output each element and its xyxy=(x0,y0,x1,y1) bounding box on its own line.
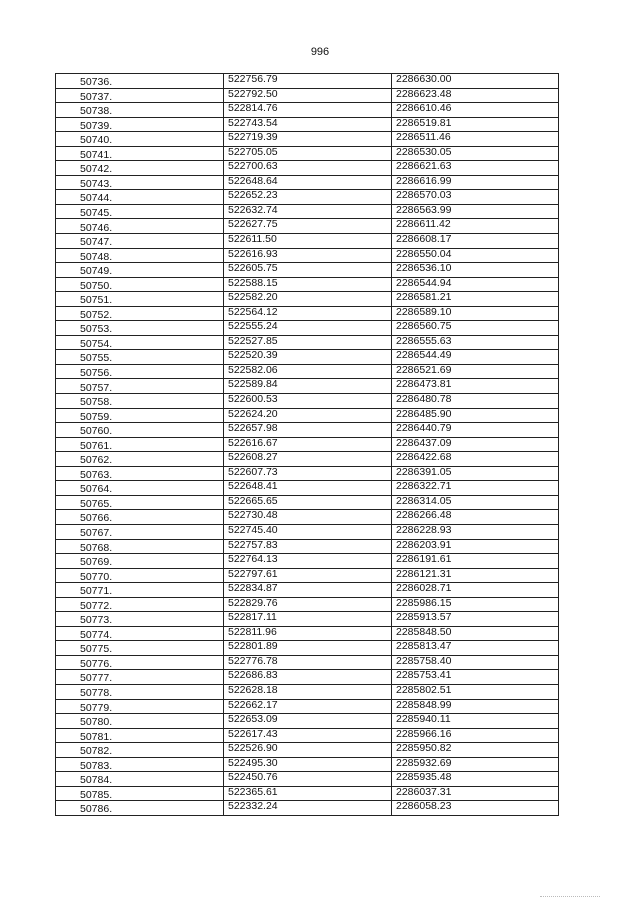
y-coordinate-cell: 2286314.05 xyxy=(392,495,559,510)
table-row xyxy=(56,423,559,438)
table-row xyxy=(56,714,559,729)
point-id-cell: 50739. xyxy=(56,117,224,132)
x-coordinate-cell: 522801.89 xyxy=(224,641,392,656)
y-coordinate-cell: 2285940.11 xyxy=(392,714,559,729)
table-row xyxy=(56,597,559,612)
x-coordinate-cell: 522745.40 xyxy=(224,524,392,539)
y-coordinate-cell: 2285932.69 xyxy=(392,757,559,772)
y-coordinate-cell: 2286536.10 xyxy=(392,263,559,278)
x-coordinate-cell: 522600.53 xyxy=(224,394,392,409)
table-row xyxy=(56,568,559,583)
y-coordinate-cell: 2286521.69 xyxy=(392,364,559,379)
x-coordinate-cell: 522829.76 xyxy=(224,597,392,612)
point-id-cell: 50744. xyxy=(56,190,224,205)
table-row xyxy=(56,292,559,307)
y-coordinate-cell: 2286485.90 xyxy=(392,408,559,423)
coordinate-table-body xyxy=(56,74,559,816)
y-coordinate-cell: 2286560.75 xyxy=(392,321,559,336)
x-coordinate-cell: 522797.61 xyxy=(224,568,392,583)
x-coordinate-cell: 522616.67 xyxy=(224,437,392,452)
x-coordinate-cell: 522450.76 xyxy=(224,772,392,787)
x-coordinate-cell: 522817.11 xyxy=(224,612,392,627)
point-id-cell: 50736. xyxy=(56,74,224,89)
y-coordinate-cell: 2286121.31 xyxy=(392,568,559,583)
x-coordinate-cell: 522648.41 xyxy=(224,481,392,496)
y-coordinate-cell: 2285966.16 xyxy=(392,728,559,743)
y-coordinate-cell: 2285753.41 xyxy=(392,670,559,685)
table-row xyxy=(56,204,559,219)
x-coordinate-cell: 522757.83 xyxy=(224,539,392,554)
table-row xyxy=(56,757,559,772)
point-id-cell: 50784. xyxy=(56,772,224,787)
point-id-cell: 50765. xyxy=(56,495,224,510)
y-coordinate-cell: 2286422.68 xyxy=(392,452,559,467)
coordinate-table xyxy=(55,73,559,816)
point-id-cell: 50773. xyxy=(56,612,224,627)
y-coordinate-cell: 2286203.91 xyxy=(392,539,559,554)
x-coordinate-cell: 522495.30 xyxy=(224,757,392,772)
table-row xyxy=(56,88,559,103)
point-id-cell: 50745. xyxy=(56,204,224,219)
table-row xyxy=(56,539,559,554)
table-row xyxy=(56,699,559,714)
y-coordinate-cell: 2286322.71 xyxy=(392,481,559,496)
point-id-cell: 50738. xyxy=(56,103,224,118)
y-coordinate-cell: 2285848.99 xyxy=(392,699,559,714)
y-coordinate-cell: 2286191.61 xyxy=(392,554,559,569)
table-row xyxy=(56,146,559,161)
point-id-cell: 50755. xyxy=(56,350,224,365)
y-coordinate-cell: 2285913.57 xyxy=(392,612,559,627)
y-coordinate-cell: 2286473.81 xyxy=(392,379,559,394)
point-id-cell: 50760. xyxy=(56,423,224,438)
table-row xyxy=(56,641,559,656)
x-coordinate-cell: 522743.54 xyxy=(224,117,392,132)
x-coordinate-cell: 522608.27 xyxy=(224,452,392,467)
x-coordinate-cell: 522811.96 xyxy=(224,626,392,641)
y-coordinate-cell: 2286570.03 xyxy=(392,190,559,205)
x-coordinate-cell: 522814.76 xyxy=(224,103,392,118)
table-row xyxy=(56,306,559,321)
x-coordinate-cell: 522332.24 xyxy=(224,801,392,816)
point-id-cell: 50782. xyxy=(56,743,224,758)
point-id-cell: 50737. xyxy=(56,88,224,103)
y-coordinate-cell: 2286266.48 xyxy=(392,510,559,525)
scan-artifact xyxy=(540,896,600,898)
point-id-cell: 50774. xyxy=(56,626,224,641)
y-coordinate-cell: 2286228.93 xyxy=(392,524,559,539)
y-coordinate-cell: 2286621.63 xyxy=(392,161,559,176)
table-row xyxy=(56,684,559,699)
x-coordinate-cell: 522653.09 xyxy=(224,714,392,729)
table-row xyxy=(56,801,559,816)
point-id-cell: 50783. xyxy=(56,757,224,772)
point-id-cell: 50764. xyxy=(56,481,224,496)
table-row xyxy=(56,554,559,569)
x-coordinate-cell: 522526.90 xyxy=(224,743,392,758)
point-id-cell: 50750. xyxy=(56,277,224,292)
y-coordinate-cell: 2286616.99 xyxy=(392,175,559,190)
table-row xyxy=(56,670,559,685)
x-coordinate-cell: 522662.17 xyxy=(224,699,392,714)
y-coordinate-cell: 2285848.50 xyxy=(392,626,559,641)
point-id-cell: 50748. xyxy=(56,248,224,263)
x-coordinate-cell: 522834.87 xyxy=(224,583,392,598)
table-row xyxy=(56,248,559,263)
table-row xyxy=(56,728,559,743)
x-coordinate-cell: 522616.93 xyxy=(224,248,392,263)
point-id-cell: 50763. xyxy=(56,466,224,481)
y-coordinate-cell: 2286480.78 xyxy=(392,394,559,409)
x-coordinate-cell: 522627.75 xyxy=(224,219,392,234)
point-id-cell: 50743. xyxy=(56,175,224,190)
point-id-cell: 50758. xyxy=(56,394,224,409)
x-coordinate-cell: 522589.84 xyxy=(224,379,392,394)
point-id-cell: 50769. xyxy=(56,554,224,569)
point-id-cell: 50771. xyxy=(56,583,224,598)
point-id-cell: 50767. xyxy=(56,524,224,539)
y-coordinate-cell: 2286519.81 xyxy=(392,117,559,132)
point-id-cell: 50766. xyxy=(56,510,224,525)
point-id-cell: 50768. xyxy=(56,539,224,554)
table-row xyxy=(56,626,559,641)
point-id-cell: 50754. xyxy=(56,335,224,350)
table-row xyxy=(56,786,559,801)
table-row xyxy=(56,772,559,787)
y-coordinate-cell: 2286555.63 xyxy=(392,335,559,350)
point-id-cell: 50779. xyxy=(56,699,224,714)
point-id-cell: 50746. xyxy=(56,219,224,234)
table-row xyxy=(56,335,559,350)
y-coordinate-cell: 2286437.09 xyxy=(392,437,559,452)
page-number: 996 xyxy=(310,46,330,58)
point-id-cell: 50778. xyxy=(56,684,224,699)
table-row xyxy=(56,161,559,176)
point-id-cell: 50762. xyxy=(56,452,224,467)
x-coordinate-cell: 522624.20 xyxy=(224,408,392,423)
point-id-cell: 50742. xyxy=(56,161,224,176)
point-id-cell: 50776. xyxy=(56,655,224,670)
point-id-cell: 50781. xyxy=(56,728,224,743)
table-row xyxy=(56,234,559,249)
y-coordinate-cell: 2286544.49 xyxy=(392,350,559,365)
x-coordinate-cell: 522365.61 xyxy=(224,786,392,801)
y-coordinate-cell: 2286391.05 xyxy=(392,466,559,481)
x-coordinate-cell: 522607.73 xyxy=(224,466,392,481)
x-coordinate-cell: 522705.05 xyxy=(224,146,392,161)
x-coordinate-cell: 522730.48 xyxy=(224,510,392,525)
table-row xyxy=(56,481,559,496)
y-coordinate-cell: 2286623.48 xyxy=(392,88,559,103)
table-row xyxy=(56,524,559,539)
table-row xyxy=(56,452,559,467)
point-id-cell: 50752. xyxy=(56,306,224,321)
table-row xyxy=(56,466,559,481)
x-coordinate-cell: 522605.75 xyxy=(224,263,392,278)
y-coordinate-cell: 2286630.00 xyxy=(392,74,559,89)
x-coordinate-cell: 522582.20 xyxy=(224,292,392,307)
point-id-cell: 50740. xyxy=(56,132,224,147)
table-row xyxy=(56,175,559,190)
y-coordinate-cell: 2286530.05 xyxy=(392,146,559,161)
x-coordinate-cell: 522632.74 xyxy=(224,204,392,219)
x-coordinate-cell: 522686.83 xyxy=(224,670,392,685)
point-id-cell: 50756. xyxy=(56,364,224,379)
table-row xyxy=(56,321,559,336)
point-id-cell: 50751. xyxy=(56,292,224,307)
point-id-cell: 50759. xyxy=(56,408,224,423)
x-coordinate-cell: 522657.98 xyxy=(224,423,392,438)
point-id-cell: 50775. xyxy=(56,641,224,656)
y-coordinate-cell: 2286440.79 xyxy=(392,423,559,438)
y-coordinate-cell: 2286037.31 xyxy=(392,786,559,801)
table-row xyxy=(56,495,559,510)
x-coordinate-cell: 522564.12 xyxy=(224,306,392,321)
x-coordinate-cell: 522582.06 xyxy=(224,364,392,379)
x-coordinate-cell: 522611.50 xyxy=(224,234,392,249)
table-row xyxy=(56,103,559,118)
y-coordinate-cell: 2286550.04 xyxy=(392,248,559,263)
x-coordinate-cell: 522628.18 xyxy=(224,684,392,699)
y-coordinate-cell: 2285950.82 xyxy=(392,743,559,758)
table-row xyxy=(56,612,559,627)
table-row xyxy=(56,379,559,394)
x-coordinate-cell: 522617.43 xyxy=(224,728,392,743)
x-coordinate-cell: 522700.63 xyxy=(224,161,392,176)
y-coordinate-cell: 2285986.15 xyxy=(392,597,559,612)
y-coordinate-cell: 2285813.47 xyxy=(392,641,559,656)
point-id-cell: 50785. xyxy=(56,786,224,801)
x-coordinate-cell: 522756.79 xyxy=(224,74,392,89)
table-row xyxy=(56,408,559,423)
y-coordinate-cell: 2285758.40 xyxy=(392,655,559,670)
table-row xyxy=(56,350,559,365)
table-row xyxy=(56,277,559,292)
y-coordinate-cell: 2286610.46 xyxy=(392,103,559,118)
point-id-cell: 50786. xyxy=(56,801,224,816)
table-row xyxy=(56,263,559,278)
point-id-cell: 50770. xyxy=(56,568,224,583)
x-coordinate-cell: 522555.24 xyxy=(224,321,392,336)
x-coordinate-cell: 522776.78 xyxy=(224,655,392,670)
x-coordinate-cell: 522665.65 xyxy=(224,495,392,510)
y-coordinate-cell: 2286028.71 xyxy=(392,583,559,598)
point-id-cell: 50741. xyxy=(56,146,224,161)
point-id-cell: 50780. xyxy=(56,714,224,729)
table-row xyxy=(56,364,559,379)
table-row xyxy=(56,394,559,409)
table-row xyxy=(56,583,559,598)
y-coordinate-cell: 2285935.48 xyxy=(392,772,559,787)
y-coordinate-cell: 2286581.21 xyxy=(392,292,559,307)
y-coordinate-cell: 2286511.46 xyxy=(392,132,559,147)
x-coordinate-cell: 522792.50 xyxy=(224,88,392,103)
point-id-cell: 50749. xyxy=(56,263,224,278)
table-row xyxy=(56,510,559,525)
table-row xyxy=(56,190,559,205)
table-row xyxy=(56,117,559,132)
point-id-cell: 50761. xyxy=(56,437,224,452)
y-coordinate-cell: 2286611.42 xyxy=(392,219,559,234)
point-id-cell: 50757. xyxy=(56,379,224,394)
y-coordinate-cell: 2286589.10 xyxy=(392,306,559,321)
table-row xyxy=(56,219,559,234)
y-coordinate-cell: 2286608.17 xyxy=(392,234,559,249)
x-coordinate-cell: 522652.23 xyxy=(224,190,392,205)
y-coordinate-cell: 2285802.51 xyxy=(392,684,559,699)
x-coordinate-cell: 522764.13 xyxy=(224,554,392,569)
x-coordinate-cell: 522719.39 xyxy=(224,132,392,147)
x-coordinate-cell: 522648.64 xyxy=(224,175,392,190)
x-coordinate-cell: 522527.85 xyxy=(224,335,392,350)
x-coordinate-cell: 522520.39 xyxy=(224,350,392,365)
x-coordinate-cell: 522588.15 xyxy=(224,277,392,292)
point-id-cell: 50747. xyxy=(56,234,224,249)
table-row xyxy=(56,655,559,670)
y-coordinate-cell: 2286563.99 xyxy=(392,204,559,219)
y-coordinate-cell: 2286058.23 xyxy=(392,801,559,816)
y-coordinate-cell: 2286544.94 xyxy=(392,277,559,292)
point-id-cell: 50777. xyxy=(56,670,224,685)
table-row xyxy=(56,743,559,758)
table-row xyxy=(56,132,559,147)
point-id-cell: 50753. xyxy=(56,321,224,336)
table-row xyxy=(56,74,559,89)
table-row xyxy=(56,437,559,452)
point-id-cell: 50772. xyxy=(56,597,224,612)
